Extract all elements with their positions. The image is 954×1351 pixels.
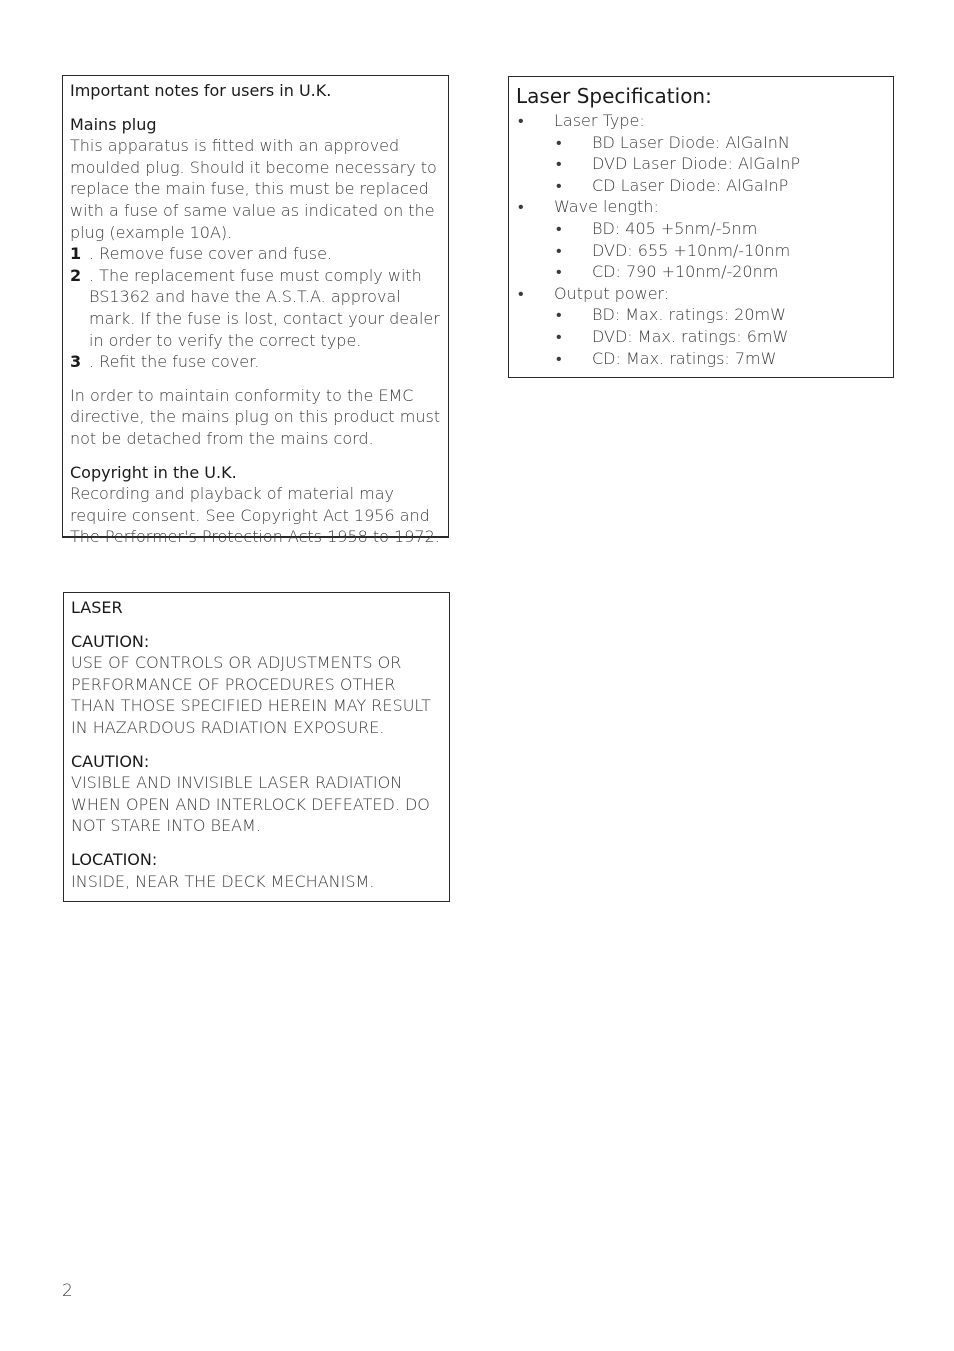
spec-item [554,261,887,283]
emc-text: In order to maintain conformity to the EMC directive, the mains plug on this product must not be detached from the mains cord. [70,385,441,448]
laser-caution-box [63,592,450,902]
mains-plug-text: This apparatus is fitted with an approved moulded plug. Should it become necessary to replace the main fuse, this must be replaced with a fuse of same value as indicated on the plug (example 10A). [70,136,437,242]
spec-groups-list [516,110,887,369]
spec-item [554,153,887,175]
location-text: INSIDE, NEAR THE DECK MECHANISM. [71,871,375,891]
fuse-step [70,351,442,373]
spec-item [554,175,887,197]
fuse-step [70,265,442,351]
bullet-icon: • [556,326,562,346]
bullet-icon: • [556,240,562,260]
step-text: . Remove fuse cover and fuse. [89,244,333,264]
caution-heading: CAUTION: [71,751,150,771]
laser-title: LASER [71,598,123,617]
bullet-icon: • [518,283,524,303]
mains-plug-heading: Mains plug [70,114,157,134]
bullet-icon: • [556,305,562,325]
bullet-icon: • [518,197,524,217]
spec-item-text: CD: 790 +10nm/-20nm [592,262,779,282]
step-text: . The replacement fuse must comply with BS1362 and have the A.S.T.A. approval mark. If the fuse is lost, contact your dealer in order to verify the correct type. [89,265,440,350]
spec-group [516,283,887,369]
spec-item-text: BD: 405 +5nm/-5nm [592,218,758,238]
spec-item [554,304,887,326]
page-number: 2 [62,1281,73,1301]
fuse-steps-list [70,243,442,373]
laser-spec-box [508,76,894,378]
spec-items-list [554,304,887,369]
caution-text: USE OF CONTROLS OR ADJUSTMENTS OR PERFORMANCE OF PROCEDURES OTHER THAN THOSE SPECIFIED HEREIN MAY RESULT IN HAZARDOUS RADIATION EXPOSURE. [71,653,431,737]
spec-item-text: CD: Max. ratings: 7mW [592,348,777,368]
caution-text: VISIBLE AND INVISIBLE LASER RADIATION WHEN OPEN AND INTERLOCK DEFEATED. DO NOT STARE INTO BEAM. [71,773,430,836]
copyright-heading: Copyright in the U.K. [70,462,237,482]
laser-spec-title: Laser Specification: [516,84,712,108]
spec-item-text: BD Laser Diode: AlGaInN [592,132,790,152]
spec-group-label: Wave length: [554,197,659,217]
caution-heading: CAUTION: [71,631,150,651]
spec-group [516,196,887,282]
bullet-icon: • [556,154,562,174]
spec-item [554,326,887,348]
spec-group-label: Laser Type: [554,111,645,130]
location-heading: LOCATION: [71,849,158,869]
spec-item [554,132,887,154]
spec-item-text: BD: Max. ratings: 20mW [592,305,786,325]
step-number: 1 [70,244,82,264]
spec-item-text: DVD: 655 +10nm/-10nm [592,240,791,260]
spec-item-text: DVD Laser Diode: AlGaInP [592,154,801,174]
spec-items-list [554,218,887,283]
spec-item [554,240,887,262]
spec-group [516,110,887,196]
spec-item-text: DVD: Max. ratings: 6mW [592,326,789,346]
fuse-step [70,243,442,265]
copyright-text: Recording and playback of material may require consent. See Copyright Act 1956 and The Performer's Protection Acts 1958 to 1972. [70,484,440,547]
uk-notes-title: Important notes for users in U.K. [70,81,332,100]
bullet-icon: • [556,218,562,238]
bullet-icon: • [556,262,562,282]
bullet-icon: • [556,132,562,152]
step-text: . Refit the fuse cover. [89,352,260,372]
spec-item [554,348,887,370]
spec-item-text: CD Laser Diode: AlGaInP [592,175,789,195]
step-number: 3 [70,352,82,372]
uk-notes-box [62,75,449,547]
bullet-icon: • [556,348,562,368]
bullet-icon: • [518,111,524,130]
step-number: 2 [70,265,82,285]
spec-item [554,218,887,240]
spec-group-label: Output power: [554,283,670,303]
bullet-icon: • [556,175,562,195]
spec-items-list [554,132,887,197]
